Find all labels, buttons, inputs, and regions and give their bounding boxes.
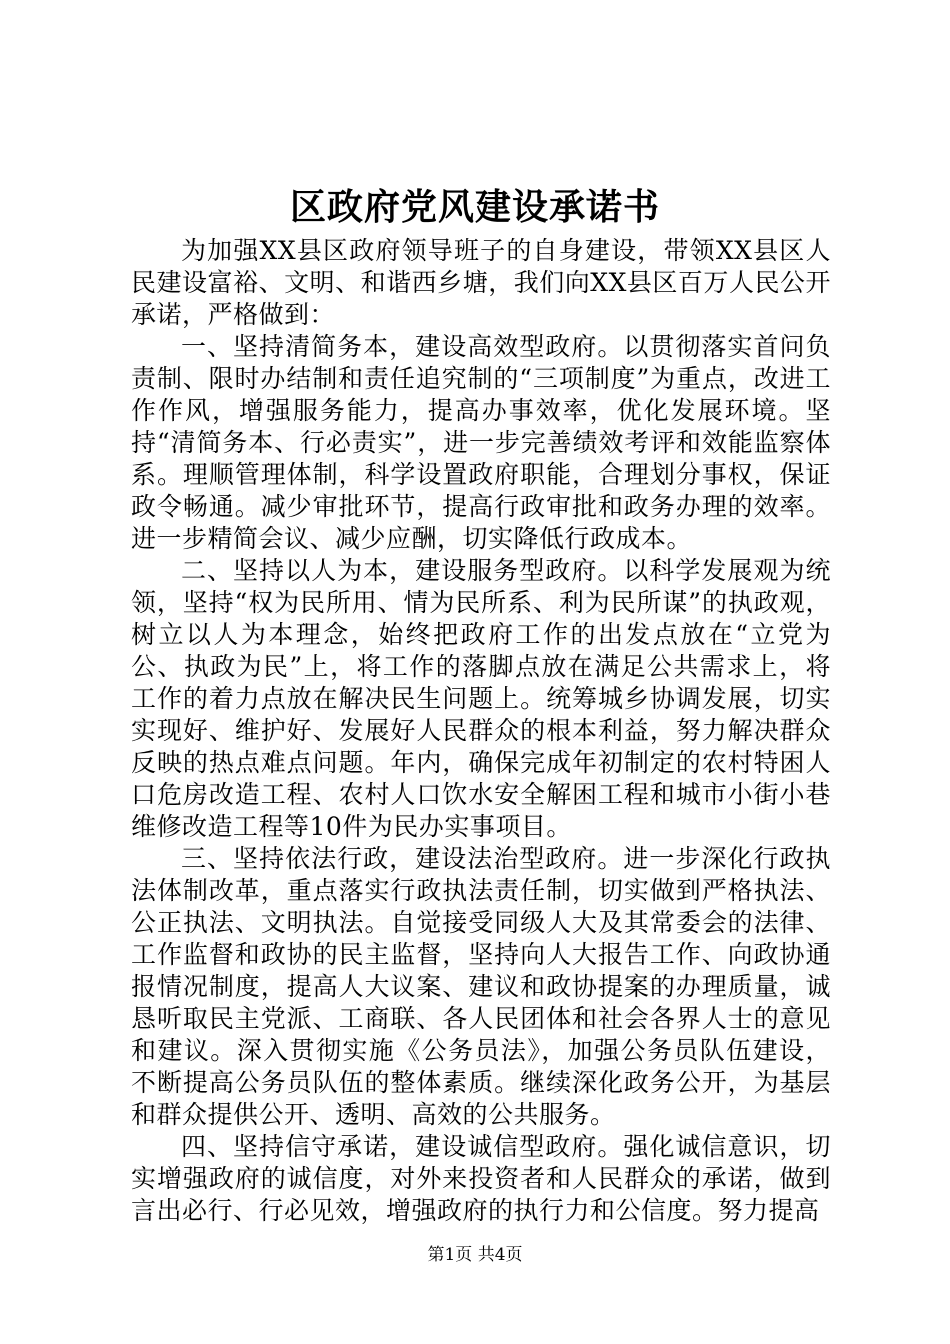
document-title: 区政府党风建设承诺书 — [289, 186, 660, 228]
paragraph-2: 二、坚持以人为本，建设服务型政府。以科学发展观为统领，坚持“权为民所用、情为民所系、利为民所谋”的执政观，树立以人为本理念，始终把政府工作的出发点放在“立党为公、执政为民”上，将工作的落脚点放在满足公共需求上，将工作的着力点放在解决民生问题上。统筹城乡协调发展，切实实现好、维护好、发展好人民群众的根本利益，努力解决群众反映的热点难点问题。年内，确保完成年初制定的农村特困人口危房改造工程、农村人口饮水安全解困工程和城市小街小巷维修改造工程等10件为民办实事项目。 — [131, 556, 831, 841]
paragraph-3: 三、坚持依法行政，建设法治型政府。进一步深化行政执法体制改革，重点落实行政执法责任制，切实做到严格执法、公正执法、文明执法。自觉接受同级人大及其常委会的法律、工作监督和政协的民主监督，坚持向人大报告工作、向政协通报情况制度，提高人大议案、建议和政协提案的办理质量，诚恳听取民主党派、工商联、各人民团体和社会各界人士的意见和建议。深入贯彻实施《公务员法》，加强公务员队伍建设，不断提高公务员队伍的整体素质。继续深化政务公开，为基层和群众提供公开、透明、高效的公共服务。 — [131, 844, 831, 1129]
document-body — [131, 235, 831, 1227]
paragraph-4: 四、坚持信守承诺，建设诚信型政府。强化诚信意识，切实增强政府的诚信度，对外来投资者和人民群众的承诺，做到言出必行、行必见效，增强政府的执行力和公信度。努力提高 — [131, 1132, 831, 1225]
page-number-footer: 第1页 共4页 — [427, 1245, 523, 1265]
intro-paragraph: 为加强XX县区政府领导班子的自身建设，带领XX县区人民建设富裕、文明、和谐西乡塘，我们向XX县区百万人民公开承诺，严格做到： — [131, 236, 831, 329]
paragraph-1: 一、坚持清简务本，建设高效型政府。以贯彻落实首问负责制、限时办结制和责任追究制的“三项制度”为重点，改进工作作风，增强服务能力，提高办事效率，优化发展环境。坚持“清简务本、行必责实”，进一步完善绩效考评和效能监察体系。理顺管理体制，科学设置政府职能，合理划分事权，保证政令畅通。减少审批环节，提高行政审批和政务办理的效率。进一步精简会议、减少应酬，切实降低行政成本。 — [131, 332, 831, 553]
